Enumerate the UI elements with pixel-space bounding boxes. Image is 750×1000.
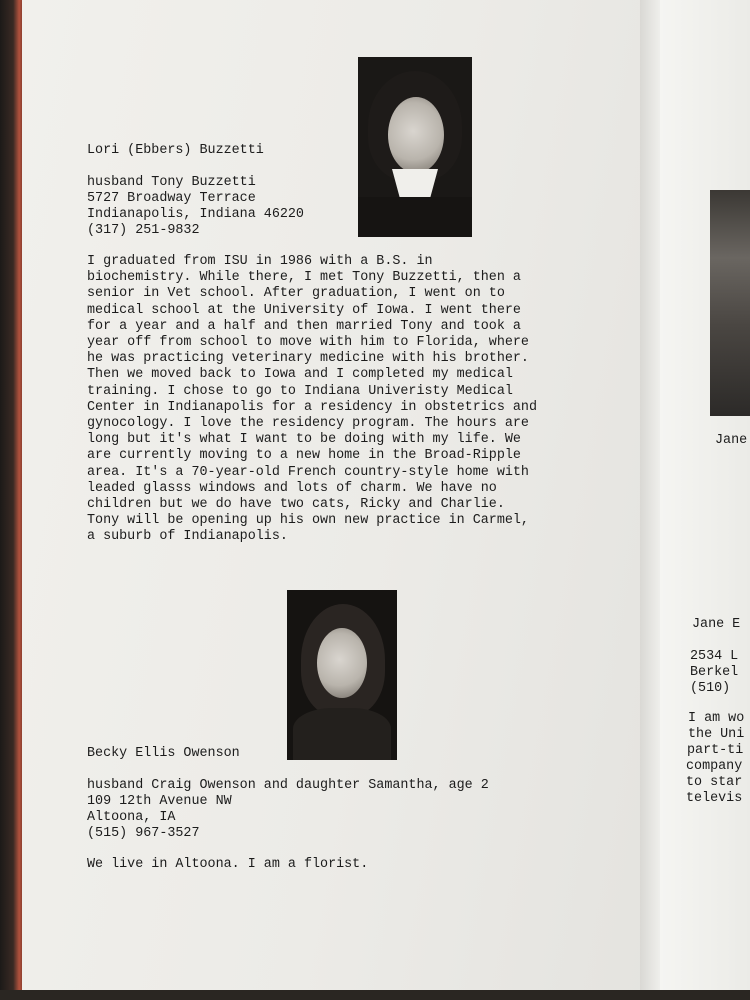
portrait-photo-becky — [287, 590, 397, 760]
bio-line: year off from school to move with him to Florida, where — [87, 335, 529, 351]
right-page — [660, 0, 750, 1000]
bio-line: I am wo — [688, 711, 745, 726]
bio-line: Center in Indianapolis for a residency in obstetrics and — [87, 399, 537, 415]
spouse-line: husband Tony Buzzetti — [87, 175, 256, 190]
photo-caption: Jane — [715, 433, 748, 448]
bio-line: senior in Vet school. After graduation, I went on to — [87, 286, 505, 302]
profile-name: Jane E — [692, 617, 741, 632]
bio-line: are currently moving to a new home in the Broad-Ripple — [87, 448, 521, 464]
phone-number: (515) 967-3527 — [87, 826, 200, 841]
bio-line: the Uni — [688, 727, 745, 742]
bio-line: training. I chose to go to Indiana Univeristy Medical — [87, 383, 513, 399]
bio-line: children but we do have two cats, Ricky and Charlie. — [87, 497, 505, 513]
left-page — [22, 0, 662, 990]
bio-line: biochemistry. While there, I met Tony Buzzetti, then a — [87, 270, 521, 286]
phone-number: (317) 251-9832 — [87, 223, 200, 238]
portrait-photo-lori — [358, 57, 472, 237]
address-line: Berkel — [690, 665, 739, 680]
bio-line: a suburb of Indianapolis. — [87, 529, 288, 545]
table-surface — [0, 990, 750, 1000]
book-binding-edge — [0, 0, 24, 1000]
bio-line: medical school at the University of Iowa. I went there — [87, 302, 521, 318]
address-line-1: 109 12th Avenue NW — [87, 794, 232, 809]
bio-line: to star — [686, 775, 743, 790]
address-line-2: Altoona, IA — [87, 810, 176, 825]
spouse-line: husband Craig Owenson and daughter Samantha, age 2 — [87, 778, 489, 793]
address-line: (510) — [690, 681, 739, 696]
portrait-photo-jane — [710, 190, 750, 416]
bio-line: he was practicing veterinary medicine with his brother. — [87, 351, 529, 367]
bio-paragraph: We live in Altoona. I am a florist. — [87, 857, 369, 872]
bio-line: televis — [686, 791, 743, 806]
bio-line: long but it's what I want to be doing with my life. We — [87, 432, 521, 448]
profile-name: Lori (Ebbers) Buzzetti — [87, 143, 264, 158]
bio-line: gynocology. I love the residency program. The hours are — [87, 416, 529, 432]
bio-line: I graduated from ISU in 1986 with a B.S. in — [87, 254, 433, 269]
address-line-2: Indianapolis, Indiana 46220 — [87, 207, 304, 222]
bio-paragraph — [87, 254, 537, 546]
bio-line: company — [686, 759, 743, 774]
bio-line: Then we moved back to Iowa and I completed my medical — [87, 367, 513, 383]
address-line: 2534 L — [690, 649, 739, 664]
address-line-1: 5727 Broadway Terrace — [87, 191, 256, 206]
bio-line: area. It's a 70-year-old French country-style home with — [87, 464, 529, 480]
bio-line: leaded glasss windows and lots of charm. We have no — [87, 480, 497, 496]
profile-name: Becky Ellis Owenson — [87, 746, 240, 761]
bio-line: for a year and a half and then married Tony and took a — [87, 318, 521, 334]
bio-line: Tony will be opening up his own new practice in Carmel, — [87, 513, 529, 529]
bio-line: part-ti — [687, 743, 744, 758]
